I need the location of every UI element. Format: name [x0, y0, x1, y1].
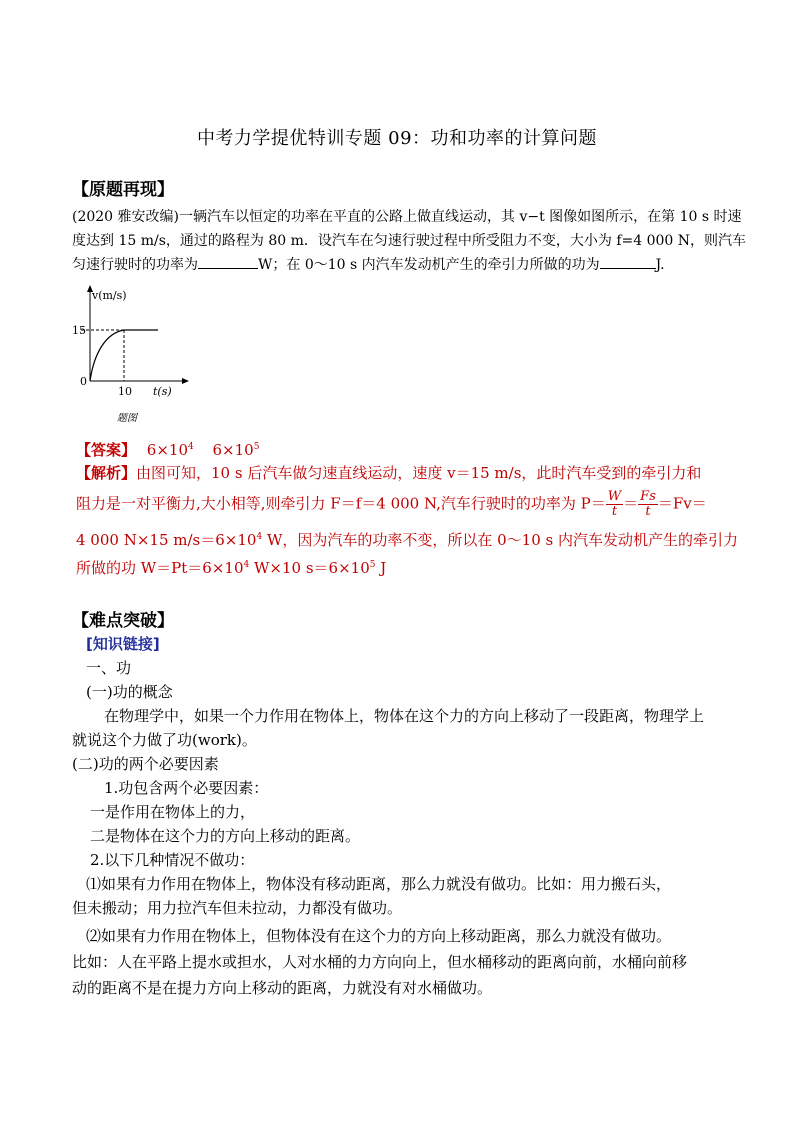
body-line-2: (一)功的概念	[86, 683, 173, 701]
body-line-6: 1.功包含两个必要因素：	[104, 779, 269, 797]
analysis-line-3	[76, 524, 738, 553]
body-line-12: ⑵如果有力作用在物体上，但物体没有在这个力的方向上移动距离，那么力就没有做功。	[86, 927, 672, 945]
x-axis-label: t(s)	[153, 385, 172, 398]
analysis-line-2	[76, 490, 726, 519]
body-line-7: 一是作用在物体上的力，	[90, 803, 256, 821]
body-line-14: 动的距离不是在提力方向上移动的距离，力就没有对水桶做功。	[72, 979, 493, 997]
body-line-4: 就说这个力做了功(work)。	[72, 731, 257, 749]
acceleration-curve	[90, 330, 124, 381]
analysis-line-1	[76, 460, 726, 486]
figure-caption: 题图	[117, 413, 137, 424]
problem-line-3-part-b: W；在 0～10 s 内汽车发动机产生的牵引力所做的功为	[258, 257, 600, 273]
analysis-line-4-exp-1: 4	[243, 560, 250, 570]
analysis-line-2-text: 阻力是一对平衡力,大小相等,则牵引力 F＝f＝4 000 N,汽车行驶时的功率为 P＝	[76, 494, 606, 513]
answer-value-2-base: 6×10	[212, 441, 254, 459]
answer-blank-2	[600, 254, 656, 269]
x-axis-arrow	[182, 378, 189, 384]
body-line-8: 二是物体在这个力的方向上移动的距离。	[90, 827, 361, 845]
answer-value-1-exp: 4	[188, 442, 194, 452]
fraction-fs-over-t	[638, 490, 658, 519]
problem-text	[72, 205, 747, 277]
answer-tag: 【答案】	[76, 441, 137, 459]
body-line-10: ⑴如果有力作用在物体上，物体没有移动距离，那么力就没有做功。比如：用力搬石头，	[86, 875, 672, 893]
fraction-1-numerator: W	[607, 489, 622, 504]
analysis-line-4-b: W×10 s＝6×10	[249, 559, 370, 577]
analysis-line-3-exp: 4	[256, 532, 263, 542]
analysis-line-3-b: W，因为汽车的功率不变，所以在 0～10 s 内汽车发动机产生的牵引力	[262, 531, 738, 549]
x-tick-10: 10	[118, 385, 132, 398]
answer-value-1	[147, 441, 194, 459]
fraction-1-denominator: t	[611, 504, 618, 519]
analysis-line-4-c: J	[375, 559, 387, 577]
vt-graph	[70, 283, 190, 408]
section-heading-difficulty: 【难点突破】	[72, 611, 174, 631]
analysis-tag: 【解析】	[76, 464, 137, 482]
answer-value-1-base: 6×10	[146, 441, 188, 459]
problem-line-1: (2020 雅安改编)一辆汽车以恒定的功率在平直的公路上做直线运动，其 v−t 图像如图所示，在第 10 s 时速	[72, 209, 742, 225]
problem-line-3-part-c: J.	[655, 257, 665, 273]
y-tick-15: 15	[72, 324, 86, 337]
problem-line-3-part-a: 匀速行驶时的功率为	[72, 257, 198, 273]
y-axis-label: v(m/s)	[92, 289, 127, 302]
problem-line-2: 度达到 15 m/s，通过的路程为 80 m．设汽车在匀速行驶过程中所受阻力不变，大小为 f=4 000 N，则汽车	[72, 233, 747, 249]
answer-blank-1	[198, 254, 258, 269]
problem-line-3	[72, 253, 722, 277]
answer-value-2	[213, 441, 260, 459]
page-title: 中考力学提优特训专题 09：功和功率的计算问题	[196, 128, 598, 149]
body-line-13: 比如：人在平路上提水或担水，人对水桶的力方向向上，但水桶移动的距离向前，水桶向前移	[72, 953, 688, 971]
analysis-line-1-text: 由图可知，10 s 后汽车做匀速直线运动，速度 v＝15 m/s，此时汽车受到的牵引力和	[136, 464, 702, 482]
answer-line	[76, 434, 726, 463]
analysis-line-4	[76, 552, 726, 581]
body-line-11: 但未搬动；用力拉汽车但未拉动，力都没有做功。	[72, 899, 403, 917]
analysis-line-4-exp-2: 5	[369, 560, 376, 570]
body-line-3: 在物理学中，如果一个力作用在物体上，物体在这个力的方向上移动了一段距离，物理学上	[104, 707, 705, 725]
fraction-2-denominator: t	[645, 504, 651, 519]
fraction-w-over-t	[606, 490, 623, 519]
origin-label: 0	[80, 375, 87, 388]
fraction-2-numerator: Fs	[640, 489, 656, 504]
body-line-1: 一、功	[86, 659, 132, 677]
analysis-equals: ＝	[623, 494, 639, 513]
analysis-line-2-tail: ＝Fv＝	[657, 494, 707, 513]
body-line-5: (二)功的两个必要因素	[72, 755, 219, 773]
answer-value-2-exp: 5	[253, 442, 260, 452]
section-heading-original-problem: 【原题再现】	[72, 180, 174, 200]
knowledge-link-tag: [知识链接]	[86, 635, 160, 653]
body-line-9: 2.以下几种情况不做功：	[90, 851, 255, 869]
analysis-line-4-a: 所做的功 W＝Pt＝6×10	[76, 559, 244, 577]
analysis-line-3-a: 4 000 N×15 m/s＝6×10	[76, 531, 257, 549]
